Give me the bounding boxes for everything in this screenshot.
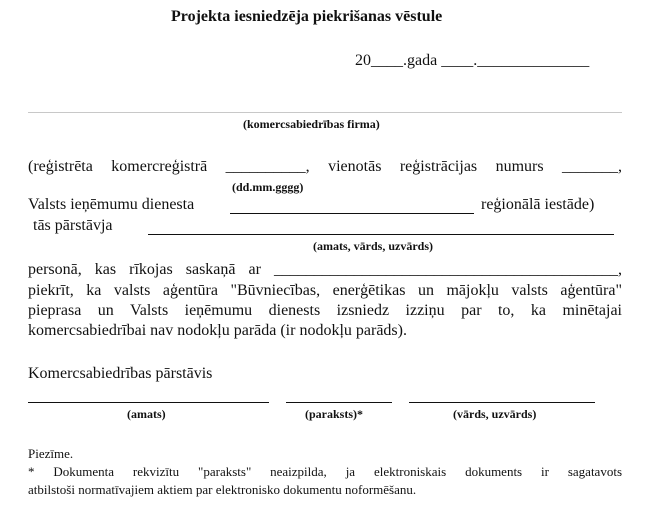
regional-office-label: reģionālā iestāde): [481, 196, 595, 213]
name-line: [409, 402, 595, 403]
tax-service-label: Valsts ieņēmumu dienesta: [28, 196, 195, 213]
name-caption: (vārds, uzvārds): [453, 407, 537, 421]
page-title: Projekta iesniedzēja piekrišanas vēstule: [171, 8, 443, 25]
body-line-1: personā, kas rīkojas saskaņā ar ___________________________________________,: [28, 261, 622, 278]
note-line-2: atbilstoši normatīvajiem aktiem par elektronisko dokumentu noformēšanu.: [28, 482, 417, 497]
firm-name-line: [28, 112, 622, 113]
position-caption: (amats): [127, 407, 166, 421]
body-line-2: piekrīt, ka valsts aģentūra "Būvniecības, enerģētikas un mājokļu valsts aģentūra": [28, 282, 622, 299]
firm-caption: (komercsabiedrības firma): [243, 117, 380, 131]
representative-label: Komercsabiedrības pārstāvis: [28, 365, 213, 382]
regional-office-line: [230, 213, 474, 214]
position-line: [28, 402, 269, 403]
date-format-caption: (dd.mm.gggg): [232, 180, 304, 194]
representative-of-label: tās pārstāvja: [33, 217, 113, 234]
signature-line: [286, 402, 392, 403]
representative-line: [148, 234, 614, 235]
signature-caption: (paraksts)*: [305, 407, 364, 421]
note-line-1: * Dokumenta rekvizītu "paraksts" neaizpilda, ja elektroniskais dokuments ir sagatavots: [28, 464, 622, 479]
body-line-3: pieprasa un Valsts ieņēmumu dienests izsniedz izziņu par to, ka minētajai: [28, 302, 622, 319]
body-line-4: komercsabiedrībai nav nodokļu parāda (ir nodokļu parāds).: [28, 322, 407, 339]
note-heading: Piezīme.: [28, 446, 74, 461]
registration-line: (reģistrēta komercreģistrā __________, vienotās reģistrācijas numurs _______,: [28, 158, 622, 175]
date-line: 20____.gada ____.______________: [355, 52, 590, 69]
representative-caption: (amats, vārds, uzvārds): [313, 239, 433, 253]
